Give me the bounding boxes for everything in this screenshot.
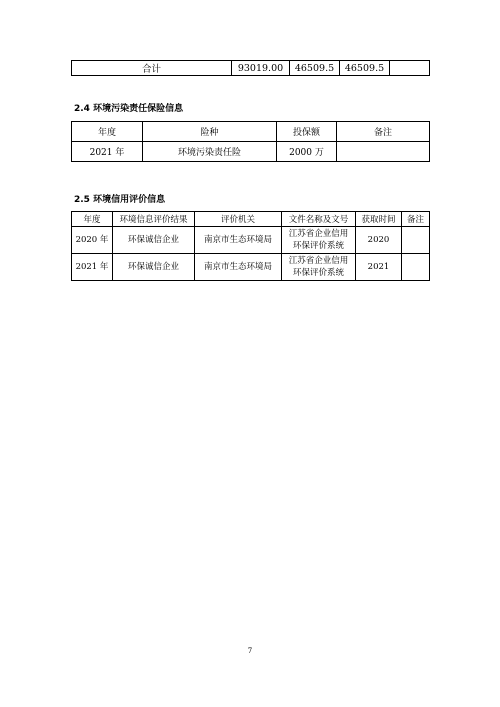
table-row (72, 254, 430, 281)
credit-document (282, 254, 356, 281)
insurance-type: 环境污染责任险 (143, 142, 277, 162)
totals-row (72, 61, 430, 76)
section-2-5-heading: 2.5 环境信用评价信息 (74, 195, 166, 205)
totals-value-2: 46509.5 (290, 61, 340, 76)
insurance-header-amount: 投保额 (277, 122, 337, 142)
insurance-table (71, 121, 430, 162)
table-row (72, 227, 430, 254)
totals-label: 合计 (72, 61, 232, 76)
totals-value-3: 46509.5 (340, 61, 390, 76)
section-2-4-heading: 2.4 环境污染责任保险信息 (74, 104, 184, 114)
credit-year: 2021 年 (72, 254, 113, 281)
credit-note (402, 227, 430, 254)
credit-time: 2020 (356, 227, 402, 254)
credit-header-result: 环境信息评价结果 (113, 212, 195, 227)
credit-document-line-2: 环保评价系统 (292, 241, 344, 251)
credit-header-year: 年度 (72, 212, 113, 227)
credit-document-line-1: 江苏省企业信用 (288, 256, 349, 266)
credit-time: 2021 (356, 254, 402, 281)
credit-header-time: 获取时间 (356, 212, 402, 227)
credit-header-document: 文件名称及文号 (282, 212, 356, 227)
credit-note (402, 254, 430, 281)
credit-result: 环保诚信企业 (113, 254, 195, 281)
credit-authority: 南京市生态环境局 (195, 227, 282, 254)
credit-header-row (72, 212, 430, 227)
insurance-header-note: 备注 (337, 122, 430, 142)
credit-document-line-2: 环保评价系统 (292, 268, 344, 278)
credit-authority: 南京市生态环境局 (195, 254, 282, 281)
insurance-amount: 2000 万 (277, 142, 337, 162)
credit-header-authority: 评价机关 (195, 212, 282, 227)
insurance-header-type: 险种 (143, 122, 277, 142)
insurance-note (337, 142, 430, 162)
totals-value-4 (390, 61, 430, 76)
insurance-year: 2021 年 (72, 142, 143, 162)
insurance-header-year: 年度 (72, 122, 143, 142)
page-number: 7 (247, 647, 253, 655)
credit-document (282, 227, 356, 254)
insurance-header-row (72, 122, 430, 142)
credit-header-note: 备注 (402, 212, 430, 227)
credit-result: 环保诚信企业 (113, 227, 195, 254)
table-row (72, 142, 430, 162)
credit-evaluation-table (71, 211, 430, 281)
totals-table (71, 60, 430, 76)
credit-year: 2020 年 (72, 227, 113, 254)
credit-document-line-1: 江苏省企业信用 (288, 229, 349, 239)
totals-value-1: 93019.00 (232, 61, 290, 76)
